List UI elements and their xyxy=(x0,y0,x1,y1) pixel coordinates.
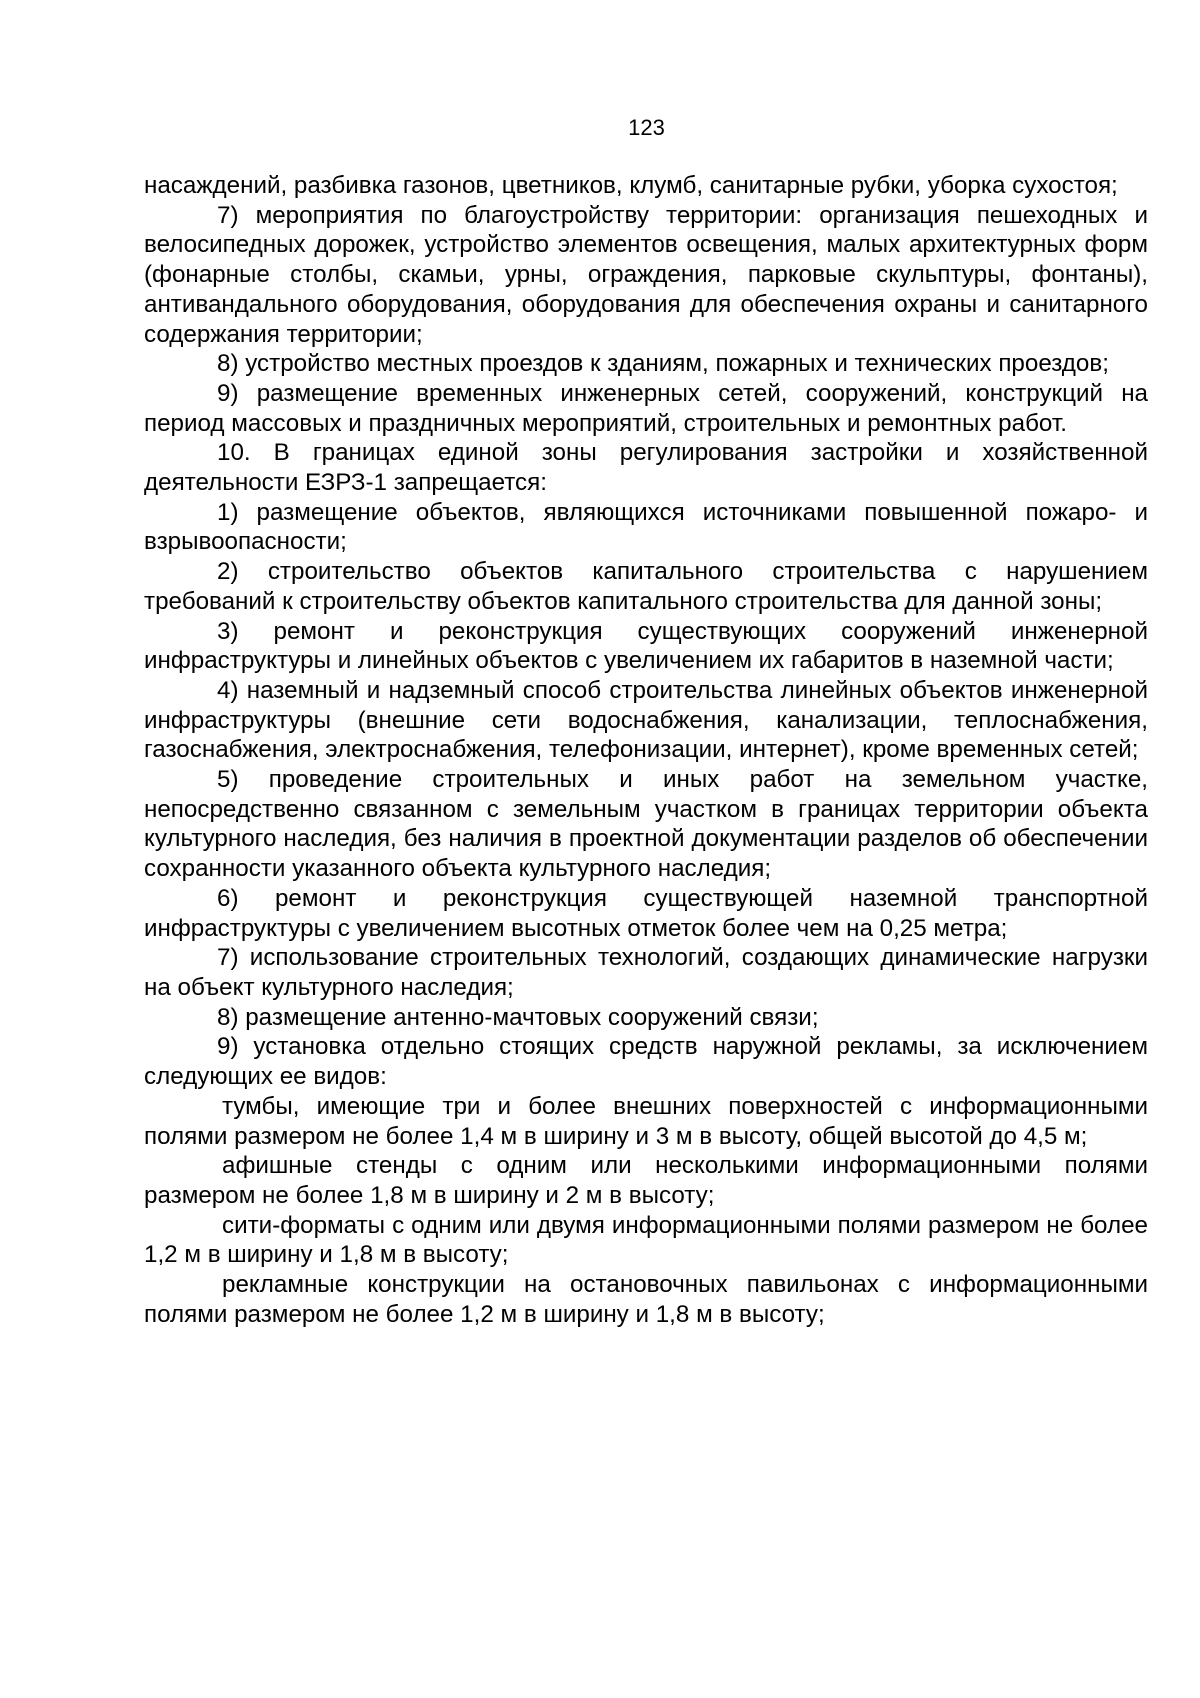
paragraph-continuation: насаждений, разбивка газонов, цветников, клумб, санитарные рубки, уборка сухостоя; xyxy=(144,172,1118,199)
paragraph-item-9-temporary-networks: 9) размещение временных инженерных сетей, сооружений, конструкций на период массовых и праздничных мероприятий, строительных и ремонтных работ. xyxy=(144,379,1148,437)
paragraph-ad-type-city-formats: сити-форматы с одним или двумя информационными полями размером не более 1,2 м в ширину и 1,8 м в высоту; xyxy=(144,1211,1148,1269)
page-number: 123 xyxy=(628,115,665,140)
paragraph-item-7-landscaping: 7) мероприятия по благоустройству территории: организация пешеходных и велосипедных дорожек, устройство элементов освещения, малых архитектурных форм (фонарные столбы, скамьи, урны, ограждения, парковые скульптуры, фонтаны), антивандального оборудования, оборудования для обеспечения охраны и санитарного содержания территории; xyxy=(144,201,1148,348)
document-body xyxy=(144,171,1148,1329)
paragraph-prohibited-6: 6) ремонт и реконструкция существующей наземной транспортной инфраструктуры с увеличением высотных отметок более чем на 0,25 метра; xyxy=(144,884,1148,942)
paragraph-prohibited-3: 3) ремонт и реконструкция существующих сооружений инженерной инфраструктуры и линейных объектов с увеличением их габаритов в наземной части; xyxy=(144,617,1148,675)
paragraph-ad-type-bollards: тумбы, имеющие три и более внешних поверхностей с информационными полями размером не более 1,4 м в ширину и 3 м в высоту, общей высотой до 4,5 м; xyxy=(144,1092,1148,1150)
paragraph-prohibited-2: 2) строительство объектов капитального строительства с нарушением требований к строительству объектов капитального строительства для данной зоны; xyxy=(144,558,1148,615)
paragraph-prohibited-9: 9) установка отдельно стоящих средств наружной рекламы, за исключением следующих ее видов: xyxy=(144,1033,1148,1091)
paragraph-item-8-driveways: 8) устройство местных проездов к зданиям, пожарных и технических проездов; xyxy=(217,350,1109,378)
paragraph-section-10-heading: 10. В границах единой зоны регулирования застройки и хозяйственной деятельности ЕЗРЗ-1 запрещается: xyxy=(144,439,1148,497)
paragraph-ad-type-poster-stands: афишные стенды с одним или несколькими информационными полями размером не более 1,8 м в ширину и 2 м в высоту; xyxy=(144,1152,1148,1209)
paragraph-prohibited-8: 8) размещение антенно-мачтовых сооружений связи; xyxy=(217,1003,819,1031)
paragraph-prohibited-4: 4) наземный и надземный способ строительства линейных объектов инженерной инфраструктуры (внешние сети водоснабжения, канализации, теплоснабжения, газоснабжения, электроснабжения, телефонизации, интернет), кроме временных сетей; xyxy=(144,676,1148,764)
paragraph-prohibited-7: 7) использование строительных технологий, создающих динамические нагрузки на объект культурного наследия; xyxy=(144,944,1148,1001)
paragraph-ad-type-bus-stop-pavilions: рекламные конструкции на остановочных павильонах с информационными полями размером не более 1,2 м в ширину и 1,8 м в высоту; xyxy=(144,1271,1148,1328)
paragraph-prohibited-5: 5) проведение строительных и иных работ на земельном участке, непосредственно связанном с земельным участком в границах территории объекта культурного наследия, без наличия в проектной документации разделов об обеспечении сохранности указанного объекта культурного наследия; xyxy=(144,766,1148,883)
paragraph-prohibited-1: 1) размещение объектов, являющихся источниками повышенной пожаро- и взрывоопасности; xyxy=(144,498,1148,556)
